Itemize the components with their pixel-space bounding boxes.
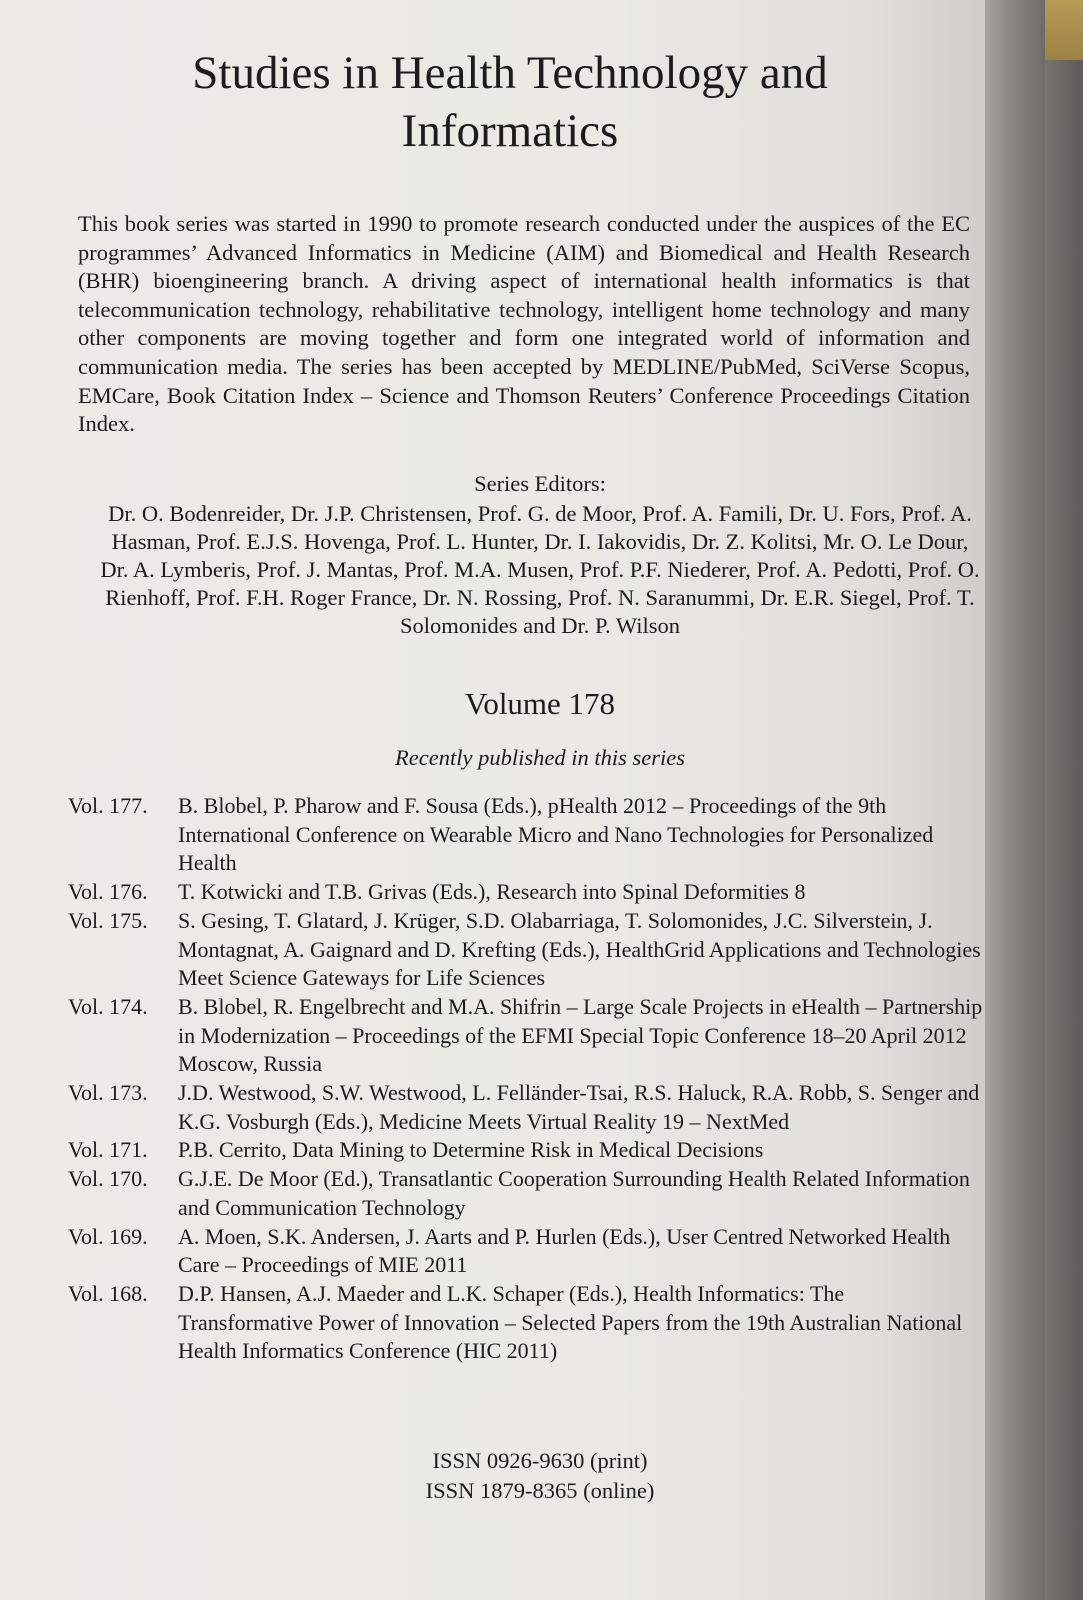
volume-entry [68, 1079, 983, 1136]
volume-entry-text: T. Kotwicki and T.B. Grivas (Eds.), Research into Spinal Deformities 8 [178, 879, 806, 905]
volume-entry-text: P.B. Cerrito, Data Mining to Determine Risk in Medical Decisions [178, 1137, 764, 1163]
series-editors-list: Dr. O. Bodenreider, Dr. J.P. Christensen, Prof. G. de Moor, Prof. A. Famili, Dr. U. Fors, Prof. A. Hasman, Prof. E.J.S. Hovenga, Prof. L. Hunter, Dr. I. Iakovidis, Dr. Z. Kolitsi, Mr. O. Le Dour, Dr. A. Lymberis, Prof. J. Mantas, Prof. M.A. Musen, Prof. P.F. Niederer, Prof. A. Pedotti, Prof. O. Rienhoff, Prof. F.H. Roger France, Dr. N. Rossing, Prof. N. Saranummi, Dr. E.R. Siegel, Prof. T. Solomonides and Dr. P. Wilson [100, 501, 980, 638]
volume-entry-text: A. Moen, S.K. Andersen, J. Aarts and P. Hurlen (Eds.), User Centred Networked Health Care – Proceedings of MIE 2011 [178, 1223, 951, 1278]
issn-online: ISSN 1879-8365 (online) [425, 1478, 655, 1503]
series-editors-heading: Series Editors: [474, 471, 606, 496]
volume-entry [68, 1136, 983, 1165]
volume-entry-text: G.J.E. De Moor (Ed.), Transatlantic Cooperation Surrounding Health Related Information and Communication Technology [178, 1166, 970, 1220]
volume-entry [68, 1223, 983, 1280]
volume-entry [68, 792, 983, 878]
volume-number: Volume 178 [464, 686, 616, 721]
volume-entry-number: Vol. 170. [68, 1166, 148, 1192]
page-edge-shadow [985, 0, 1045, 1600]
volume-entry [68, 993, 983, 1079]
cover-edge-dark [1045, 60, 1083, 1600]
series-title: Studies in Health Technology and Informatics [192, 47, 828, 157]
volume-entry [68, 907, 983, 993]
issn-print: ISSN 0926-9630 (print) [432, 1448, 648, 1473]
issn-block [80, 1446, 985, 1506]
volume-entry-number: Vol. 168. [68, 1280, 148, 1306]
volume-entry-number: Vol. 175. [68, 907, 148, 933]
volume-entry [68, 878, 983, 907]
volume-entry-text: J.D. Westwood, S.W. Westwood, L. Felländer-Tsai, R.S. Haluck, R.A. Robb, S. Senger and K.G. Vosburgh (Eds.), Medicine Meets Virtual Reality 19 – NextMed [178, 1080, 980, 1134]
volume-entry-number: Vol. 176. [68, 879, 148, 905]
volume-entry-number: Vol. 173. [68, 1080, 148, 1106]
volume-entry [68, 1165, 983, 1222]
volume-list [68, 792, 983, 1366]
volume-entry-text: B. Blobel, R. Engelbrecht and M.A. Shifrin – Large Scale Projects in eHealth – Partnership in Modernization – Proceedings of the EFMI Special Topic Conference 18–20 April 2012 Moscow, Russia [178, 993, 983, 1077]
volume-entry-number: Vol. 171. [68, 1137, 148, 1163]
volume-entry-number: Vol. 177. [68, 793, 148, 818]
volume-entry [68, 1280, 983, 1366]
volume-entry-number: Vol. 169. [68, 1223, 148, 1249]
cover-edge-gold [1045, 0, 1083, 60]
volume-entry-text: B. Blobel, P. Pharow and F. Sousa (Eds.), pHealth 2012 – Proceedings of the 9th International Conference on Wearable Micro and Nano Technologies for Personalized Health [178, 793, 934, 876]
recently-published-heading: Recently published in this series [395, 745, 685, 770]
volume-entry-text: D.P. Hansen, A.J. Maeder and L.K. Schaper (Eds.), Health Informatics: The Transformative Power of Innovation – Selected Papers from the 19th Australian National Health Informatics Conference (HIC 2011) [178, 1280, 963, 1364]
volume-entry-number: Vol. 174. [68, 993, 148, 1019]
series-description: This book series was started in 1990 to promote research conducted under the auspices of the EC programmes’ Advanced Informatics in Medicine (AIM) and Biomedical and Health Research (BHR) bioengineering branch. A driving aspect of international health informatics is that telecommunication technology, rehabilitative technology, intelligent home technology and many other components are moving together and form one integrated world of information and communication media. The series has been accepted by MEDLINE/PubMed, SciVerse Scopus, EMCare, Book Citation Index – Science and Thomson Reuters’ Conference Proceedings Citation Index. [78, 211, 970, 437]
volume-entry-text: S. Gesing, T. Glatard, J. Krüger, S.D. Olabarriaga, T. Solomonides, J.C. Silverstein, J. Montagnat, A. Gaignard and D. Krefting (Eds.), HealthGrid Applications and Technologies Meet Science Gateways for Life Sciences [178, 907, 981, 991]
